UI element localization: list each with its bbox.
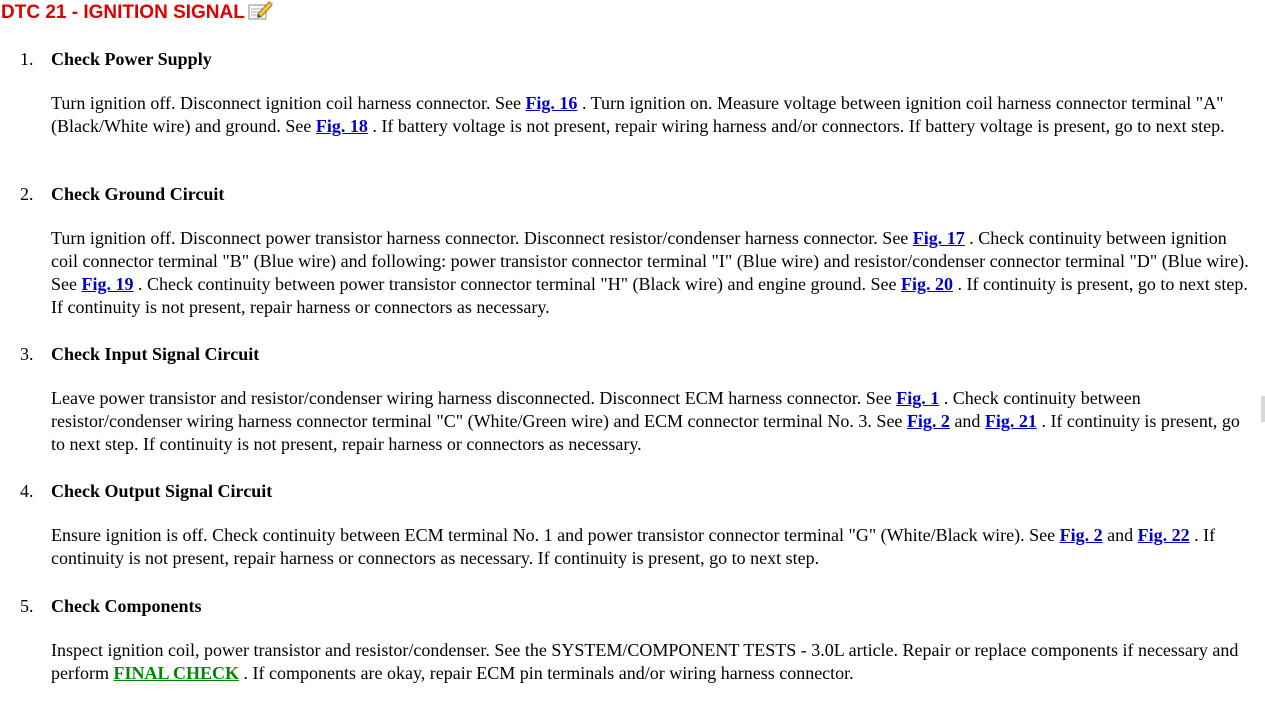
step-instructions — [51, 227, 1254, 319]
step-text: . If continuity is present, go to next step. If continuity is not present, repair harness or connectors as necessary. — [51, 411, 1240, 454]
step-text: . Check continuity between resistor/condenser wiring harness connector terminal "C" (White/Green wire) and ECM connector terminal No. 3. See — [51, 388, 1141, 431]
edit-note-icon[interactable] — [248, 0, 274, 21]
step-text: Turn ignition off. Disconnect power transistor harness connector. Disconnect resistor/condenser harness connector. See — [51, 228, 913, 248]
figure-link[interactable]: Fig. 17 — [912, 228, 965, 248]
step-text: Inspect ignition coil, power transistor and resistor/condenser. See the SYSTEM/COMPONENT TESTS - 3.0L article. Repair or replace components if necessary and perform — [51, 640, 1239, 683]
figure-link[interactable]: Fig. 18 — [315, 116, 368, 136]
step-heading: Check Input Signal Circuit — [51, 344, 260, 364]
step-heading: Check Ground Circuit — [51, 184, 225, 204]
step-instructions — [51, 387, 1254, 456]
step-instructions — [51, 639, 1254, 685]
step-instructions — [51, 524, 1254, 570]
figure-link[interactable]: Fig. 1 — [896, 388, 940, 408]
scrollbar-thumb[interactable] — [1261, 396, 1265, 422]
step-text: and — [949, 411, 985, 431]
step-item — [0, 595, 1265, 685]
page-title — [1, 1, 274, 25]
step-text: and — [1102, 525, 1138, 545]
step-item — [0, 48, 1265, 183]
step-text: . If components are okay, repair ECM pin terminals and/or wiring harness connector. — [239, 663, 854, 683]
step-text: . Check continuity between ignition coil connector terminal "B" (Blue wire) and following: power transistor connector terminal "I" (Blue wire) and resistor/condenser connector terminal "D" (Blue wire). See — [51, 228, 1249, 294]
step-item — [0, 183, 1265, 343]
step-text: Turn ignition off. Disconnect ignition coil harness connector. See — [51, 93, 526, 113]
step-number: 3. — [20, 344, 34, 364]
figure-link[interactable]: Fig. 16 — [525, 93, 578, 113]
step-number: 4. — [20, 481, 34, 501]
step-heading: Check Power Supply — [51, 49, 212, 69]
figure-link[interactable]: Fig. 22 — [1137, 525, 1190, 545]
step-text: . If continuity is present, go to next step. If continuity is not present, repair harness or connectors as necessary. — [51, 274, 1248, 317]
step-text: Ensure ignition is off. Check continuity between ECM terminal No. 1 and power transistor connector terminal "G" (White/Black wire). See — [51, 525, 1060, 545]
step-item — [0, 480, 1265, 595]
step-text: . Turn ignition on. Measure voltage between ignition coil harness connector terminal "A" (Black/White wire) and ground. See — [51, 93, 1224, 136]
step-text: Leave power transistor and resistor/condenser wiring harness disconnected. Disconnect ECM harness connector. See — [51, 388, 897, 408]
step-heading: Check Components — [51, 596, 202, 616]
step-text: . If continuity is not present, repair harness or connectors as necessary. If continuity is present, go to next step. — [51, 525, 1216, 568]
step-heading: Check Output Signal Circuit — [51, 481, 273, 501]
step-item — [0, 343, 1265, 480]
figure-link[interactable]: Fig. 2 — [1059, 525, 1103, 545]
step-number: 1. — [20, 49, 34, 69]
figure-link[interactable]: Fig. 2 — [906, 411, 950, 431]
step-number: 5. — [20, 596, 34, 616]
step-text: . Check continuity between power transistor connector terminal "H" (Black wire) and engine ground. See — [133, 274, 901, 294]
figure-link[interactable]: Fig. 21 — [984, 411, 1037, 431]
step-number: 2. — [20, 184, 34, 204]
figure-link[interactable]: Fig. 19 — [81, 274, 134, 294]
page-title-text: DTC 21 - IGNITION SIGNAL — [1, 2, 245, 23]
final-check-link[interactable]: FINAL CHECK — [113, 663, 240, 683]
step-text: . If battery voltage is not present, repair wiring harness and/or connectors. If battery voltage is present, go to next step. — [367, 116, 1225, 136]
step-instructions — [51, 92, 1254, 138]
troubleshooting-steps — [0, 48, 1265, 685]
figure-link[interactable]: Fig. 20 — [900, 274, 953, 294]
